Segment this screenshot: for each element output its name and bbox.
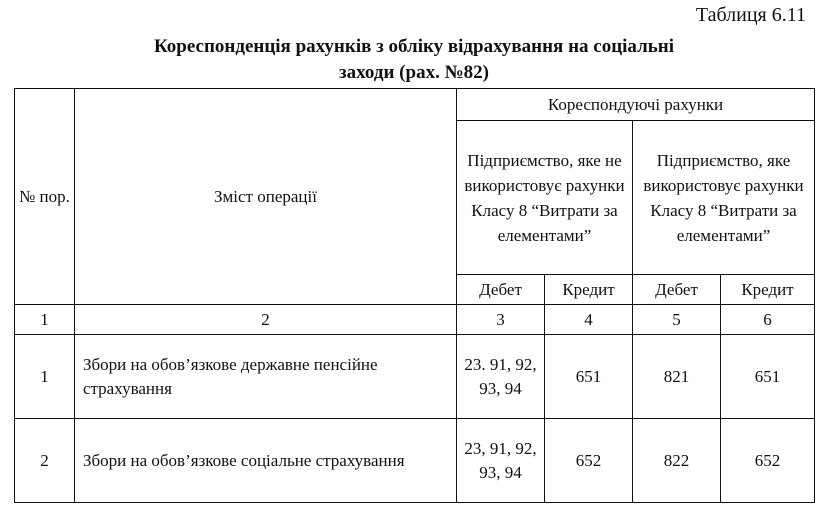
row-num: 2 bbox=[15, 419, 75, 503]
table-row bbox=[15, 419, 815, 503]
row-credit-b: 652 bbox=[721, 419, 815, 503]
header-credit-a: Кредит bbox=[545, 275, 633, 305]
row-credit-b: 651 bbox=[721, 335, 815, 419]
header-enterprise-a: Підприємство, яке не використовує рахунки Класу 8 “Витрати за елементами” bbox=[457, 121, 633, 275]
row-content: Збори на обов’язкове державне пенсійне страхування bbox=[75, 335, 457, 419]
header-num: № пор. bbox=[15, 89, 75, 305]
row-debit-a: 23, 91, 92, 93, 94 bbox=[457, 419, 545, 503]
header-debit-a: Дебет bbox=[457, 275, 545, 305]
table-title-line2: заходи (рах. №82) bbox=[339, 62, 489, 83]
header-credit-b: Кредит bbox=[721, 275, 815, 305]
row-debit-b: 821 bbox=[633, 335, 721, 419]
table-caption: Таблиця 6.11 bbox=[695, 4, 806, 26]
column-number: 4 bbox=[545, 305, 633, 335]
header-debit-b: Дебет bbox=[633, 275, 721, 305]
table-title-line1: Кореспонденція рахунків з обліку відрахування на соціальні bbox=[153, 36, 675, 57]
correspondence-table bbox=[14, 88, 815, 503]
row-credit-a: 651 bbox=[545, 335, 633, 419]
column-number: 2 bbox=[75, 305, 457, 335]
table-row bbox=[15, 335, 815, 419]
header-content: Зміст операції bbox=[75, 89, 457, 305]
row-debit-b: 822 bbox=[633, 419, 721, 503]
header-enterprise-b: Підприємство, яке використовує рахунки Класу 8 “Витрати за елементами” bbox=[633, 121, 815, 275]
column-number: 5 bbox=[633, 305, 721, 335]
row-debit-a: 23. 91, 92, 93, 94 bbox=[457, 335, 545, 419]
header-correspondent: Кореспондуючі рахунки bbox=[457, 89, 815, 121]
column-number-row bbox=[15, 305, 815, 335]
column-number: 1 bbox=[15, 305, 75, 335]
row-content: Збори на обов’язкове соціальне страхування bbox=[75, 419, 457, 503]
column-number: 3 bbox=[457, 305, 545, 335]
row-credit-a: 652 bbox=[545, 419, 633, 503]
row-num: 1 bbox=[15, 335, 75, 419]
column-number: 6 bbox=[721, 305, 815, 335]
